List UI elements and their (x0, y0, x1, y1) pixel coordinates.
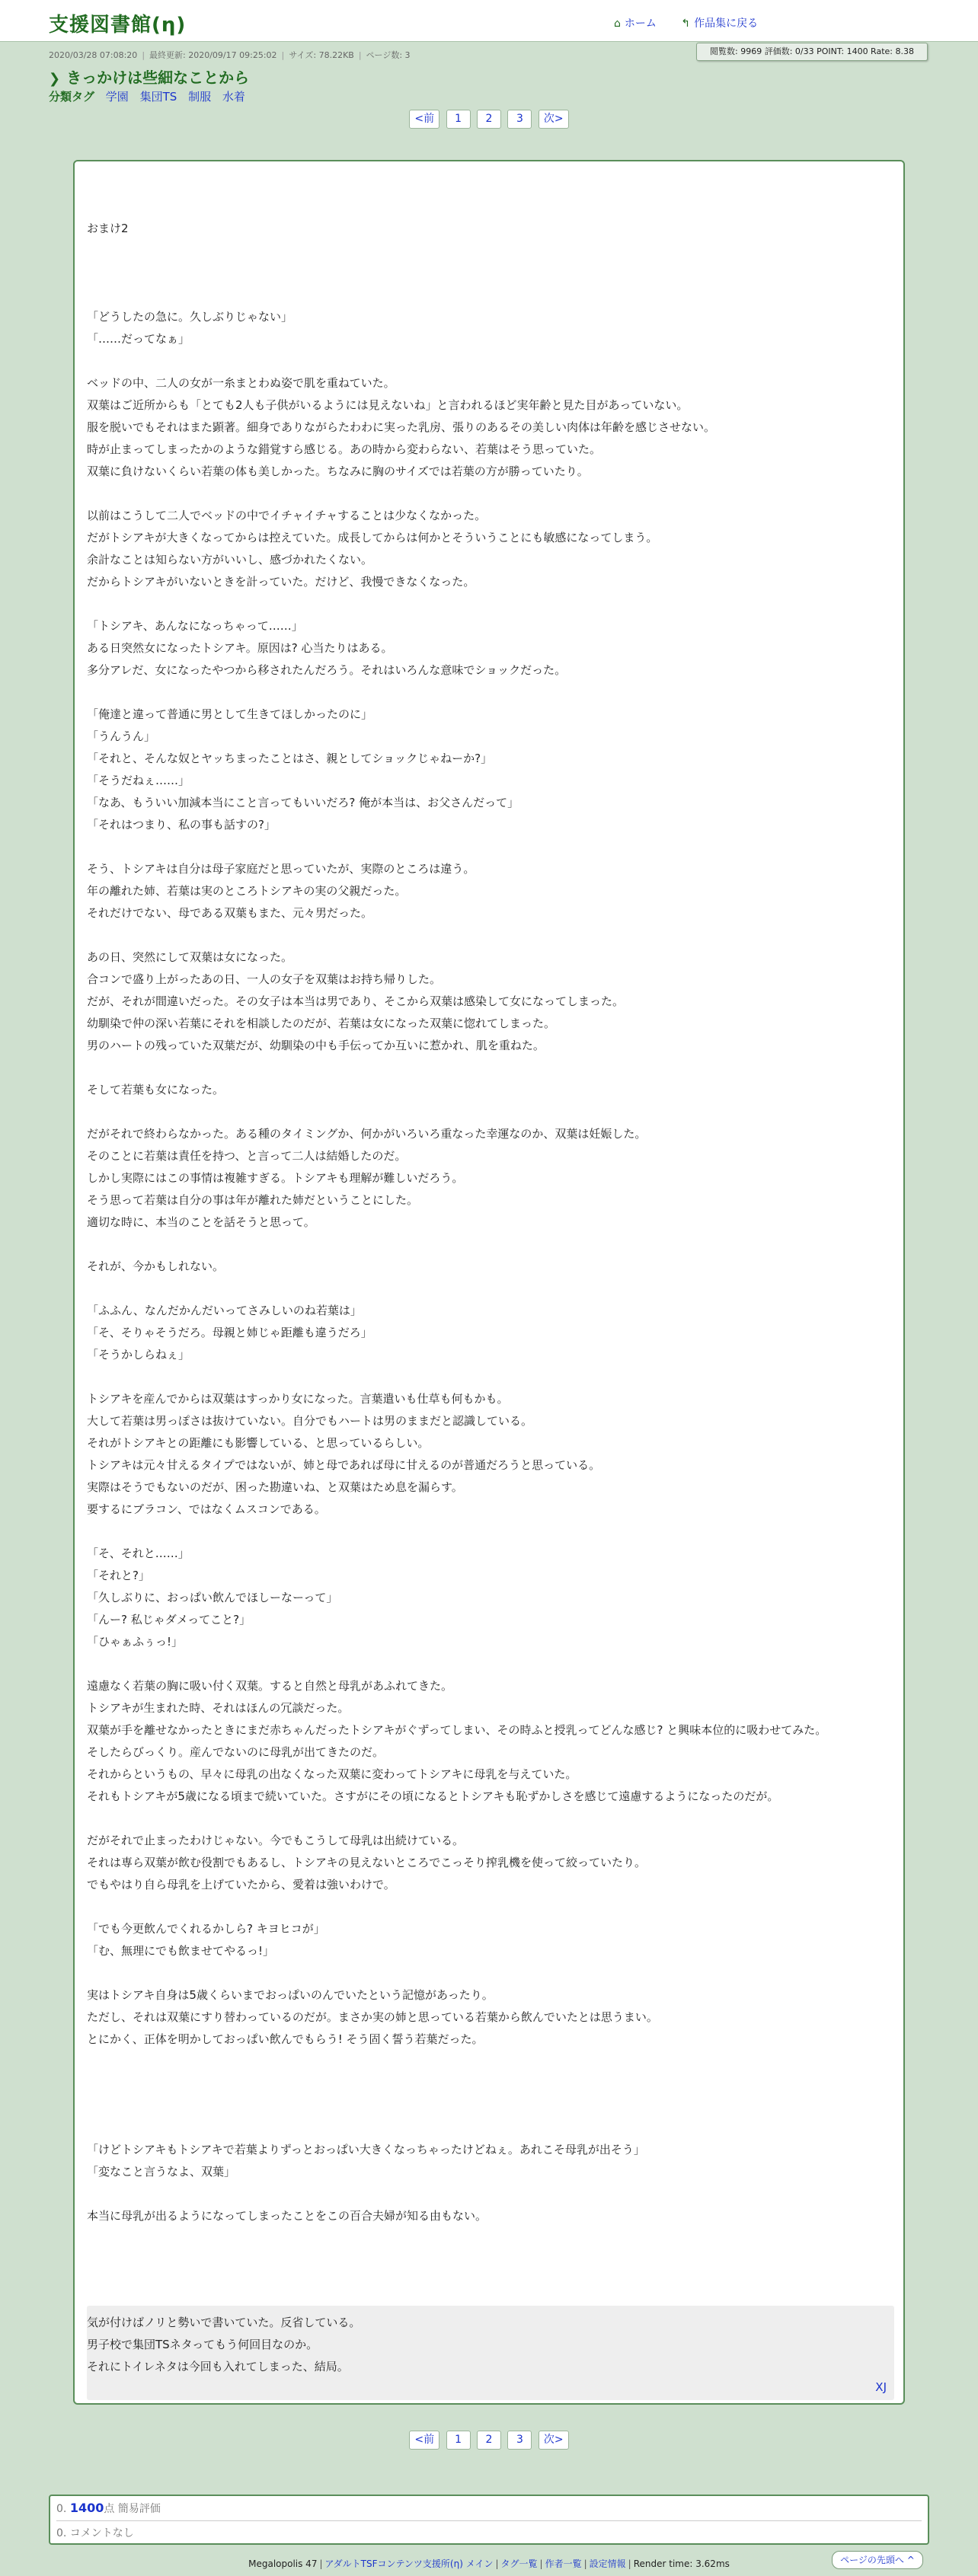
rating-box (49, 2495, 929, 2545)
pager-page-3[interactable]: 3 (507, 110, 532, 129)
simple-rating-row (56, 2501, 161, 2516)
pager-next[interactable]: 次> (539, 110, 569, 129)
divider (56, 2520, 922, 2521)
site-title-link[interactable]: 支援図書館(η) (49, 14, 187, 37)
posted-date: 2020/03/28 07:08:20 (49, 50, 138, 60)
top-bar (0, 0, 978, 42)
tag-link[interactable]: 制服 (188, 90, 212, 104)
pager-next[interactable]: 次> (539, 2431, 569, 2450)
nav-back[interactable] (681, 18, 758, 30)
return-arrow-icon: ↰ (681, 18, 691, 30)
updated-date: 最終更新: 2020/09/17 09:25:02 (149, 50, 277, 60)
top-nav (614, 15, 779, 30)
pager-bottom (0, 2431, 978, 2450)
pager-prev[interactable]: <前 (409, 110, 439, 129)
footer-main-link[interactable]: アダルトTSFコンテンツ支援所(η) メイン (324, 2558, 494, 2569)
render-time: Render time: 3.62ms (633, 2558, 730, 2569)
footer-tags-link[interactable]: タグ一覧 (500, 2558, 538, 2569)
home-icon: ⌂ (614, 18, 621, 30)
back-to-top-button[interactable]: ページの先頭へ ^ (832, 2551, 923, 2569)
tag-list (49, 88, 253, 104)
story-body: おまけ2 「どうしたの急に。久しぶりじゃない」 「……だってなぁ」 ベッドの中、二人の女が一糸まとわぬ姿で肌を重ねていた。 双葉はご近所からも「とても2人も子供がいるようには見えないね」と言われるほど実年齢と見た目があっていない。 服を脱いでもそれはまた顕著。細身でありながらたわわに実った乳房、張りのあるその美しい肉体は年齢を感じさせない。 時が止まってしまったかのような錯覚すら感じる。あの時から変わらない、若葉はそう思っていた。 双葉に負けないくらい若葉の体も美しかった。ちなみに胸のサイズでは若葉の方が勝っていたり。 以前はこうして二人でベッドの中でイチャイチャすることは少なくなかった。 だがトシアキが大きくなってからは控えていた。成長してからは何かとそういうことにも敏感になってしまう。 余計なことは知らない方がいいし、感づかれたくない。 だからトシアキがいないときを計っていた。だけど、我慢できなくなった。 「トシアキ、あんなになっちゃって……」 ある日突然女になったトシアキ。原因は? 心当たりはある。 多分アレだ、女になったやつから移されたんだろう。それはいろんな意味でショックだった。 「俺達と違って普通に男として生きてほしかったのに」 「うんうん」 「それと、そんな奴とヤッちまったことはさ、親としてショックじゃねーか?」 「そうだねぇ……」 「なあ、もういい加減本当にこと言ってもいいだろ? 俺が本当は、お父さんだって」 「それはつまり、私の事も話すの?」 そう、トシアキは自分は母子家庭だと思っていたが、実際のところは違う。 年の離れた姉、若葉は実のところトシアキの実の父親だった。 それだけでない、母である双葉もまた、元々男だった。 あの日、突然にして双葉は女になった。 合コンで盛り上がったあの日、一人の女子を双葉はお持ち帰りした。 だが、それが間違いだった。その女子は本当は男であり、そこから双葉は感染して女になってしまった。 幼馴染で仲の深い若葉にそれを相談したのだが、若葉は女になった双葉に惚れてしまった。 男のハートの残っていた双葉だが、幼馴染の中も手伝ってか互いに惹かれ、肌を重ねた。 そして若葉も女になった。 だがそれで終わらなかった。ある種のタイミングか、何かがいろいろ重なった幸運なのか、双葉は妊娠した。 そのことに若葉は責任を持つ、と言って二人は結婚したのだ。 しかし実際にはこの事情は複雑すぎる。トシアキも理解が難しいだろう。 そう思って若葉は自分の事は年が離れた姉だということにした。 適切な時に、本当のことを話そうと思って。 それが、今かもしれない。 「ふふん、なんだかんだいってさみしいのね若葉は」 「そ、そりゃそうだろ。母親と姉じゃ距離も違うだろ」 「そうかしらねぇ」 トシアキを産んでからは双葉はすっかり女になった。言葉遣いも仕草も何もかも。 大して若葉は男っぽさは抜けていない。自分でもハートは男のままだと認識している。 それがトシアキとの距離にも影響している、と思っているらしい。 トシアキは元々甘えるタイプではないが、姉と母であれば母に甘えるのが普通だろうと思っている。 実際はそうでもないのだが、困った勘違いね、と双葉はため息を漏らす。 要するにブラコン、ではなくムスコンである。 「そ、それと……」 「それと?」 「久しぶりに、おっぱい飲んでほしーなーって」 「んー? 私じゃダメってこと?」 「ひゃぁふぅっ!」 遠慮なく若葉の胸に吸い付く双葉。すると自然と母乳があふれてきた。 トシアキが生まれた時、それはほんの冗談だった。 双葉が手を離せなかったときにまだ赤ちゃんだったトシアキがぐずってしまい、その時ふと授乳ってどんな感じ? と興味本位的に吸わせてみた。 そしたらびっくり。産んでないのに母乳が出てきたのだ。 それからというもの、早々に母乳の出なくなった双葉に変わってトシアキに母乳を与えていた。 それもトシアキが5歳になる頃まで続いていた。さすがにその頃になるとトシアキも恥ずかしさを感じて遠慮するようになったのだが。 だがそれで止まったわけじゃない。今でもこうして母乳は出続けている。 それは専ら双葉が飲む役割でもあるし、トシアキの見えないところでこっそり搾乳機を使って絞っていたり。 でもやはり自ら母乳を上げていたから、愛着は強いわけで。 「でも今更飲んでくれるかしら? キヨヒコが」 「む、無理にでも飲ませてやるっ!」 実はトシアキ自身は5歳くらいまでおっぱいのんでいたという記憶があったり。 ただし、それは双葉にすり替わっているのだが。まさか実の姉と思っている若葉から飲んでいたとは思うまい。 とにかく、正体を明かしておっぱい飲んでもらう! そう固く誓う若葉だった。 「けどトシアキもトシアキで若葉よりずっとおっぱい大きくなっちゃったけどねぇ。あれこそ母乳が出そう」 「変なこと言うなよ、双葉」 本当に母乳が出るようになってしまったことをこの百合夫婦が知る由もない。 (87, 222, 827, 2223)
pager-page-1[interactable]: 1 (446, 2431, 471, 2450)
rating-points-suffix: 点 簡易評価 (104, 2503, 161, 2515)
afterword-box (87, 2306, 894, 2400)
pager-page-2[interactable]: 2 (477, 2431, 501, 2450)
rating-points: 1400 (69, 2501, 104, 2515)
nav-back-link[interactable]: 作品集に戻る (694, 18, 759, 30)
footer-authors-link[interactable]: 作者一覧 (545, 2558, 582, 2569)
tag-link[interactable]: 学園 (105, 90, 129, 104)
work-title-text: きっかけは些細なことから (66, 69, 250, 87)
file-size: サイズ: 78.22KB (289, 50, 354, 60)
footer-version: Megalopolis 47 (248, 2558, 318, 2569)
pager-page-2[interactable]: 2 (477, 110, 501, 129)
nav-home-link[interactable]: ホーム (624, 18, 657, 30)
pager-top (0, 110, 978, 129)
rating-prefix: 0. (56, 2503, 67, 2515)
footer: Megalopolis 47 | アダルトTSFコンテンツ支援所(η) メイン | タグ一覧 | 作者一覧 | 設定情報 | Render time: 3.62ms (248, 2558, 730, 2569)
meta-line: 2020/03/28 07:08:20 | 最終更新: 2020/09/17 09:25:02 | サイズ: 78.22KB | ページ数: 3 (49, 50, 411, 60)
chevron-right-icon: ❯ (49, 71, 61, 87)
comment-row: 0. コメントなし (56, 2527, 134, 2539)
pager-prev[interactable]: <前 (409, 2431, 439, 2450)
page-count: ページ数: 3 (366, 50, 411, 60)
pager-page-3[interactable]: 3 (507, 2431, 532, 2450)
pager-page-1[interactable]: 1 (446, 110, 471, 129)
tag-link[interactable]: 集団TS (139, 90, 177, 104)
author-link[interactable]: XJ (875, 2380, 887, 2394)
tag-link[interactable]: 水着 (222, 90, 245, 104)
tag-label: 分類タグ (49, 90, 95, 104)
nav-home[interactable] (614, 18, 660, 30)
story-card (73, 160, 905, 2405)
stats-box: 閲覧数: 9969 評価数: 0/33 POINT: 1400 Rate: 8.38 (696, 43, 928, 61)
afterword-text: 気が付けばノリと勢いで書いていた。反省している。 男子校で集団TSネタってもう何回目なのか。 それにトイレネタは今回も入れてしまった、結局。 (87, 2316, 361, 2373)
footer-settings-link[interactable]: 設定情報 (589, 2558, 626, 2569)
work-title (49, 65, 249, 88)
